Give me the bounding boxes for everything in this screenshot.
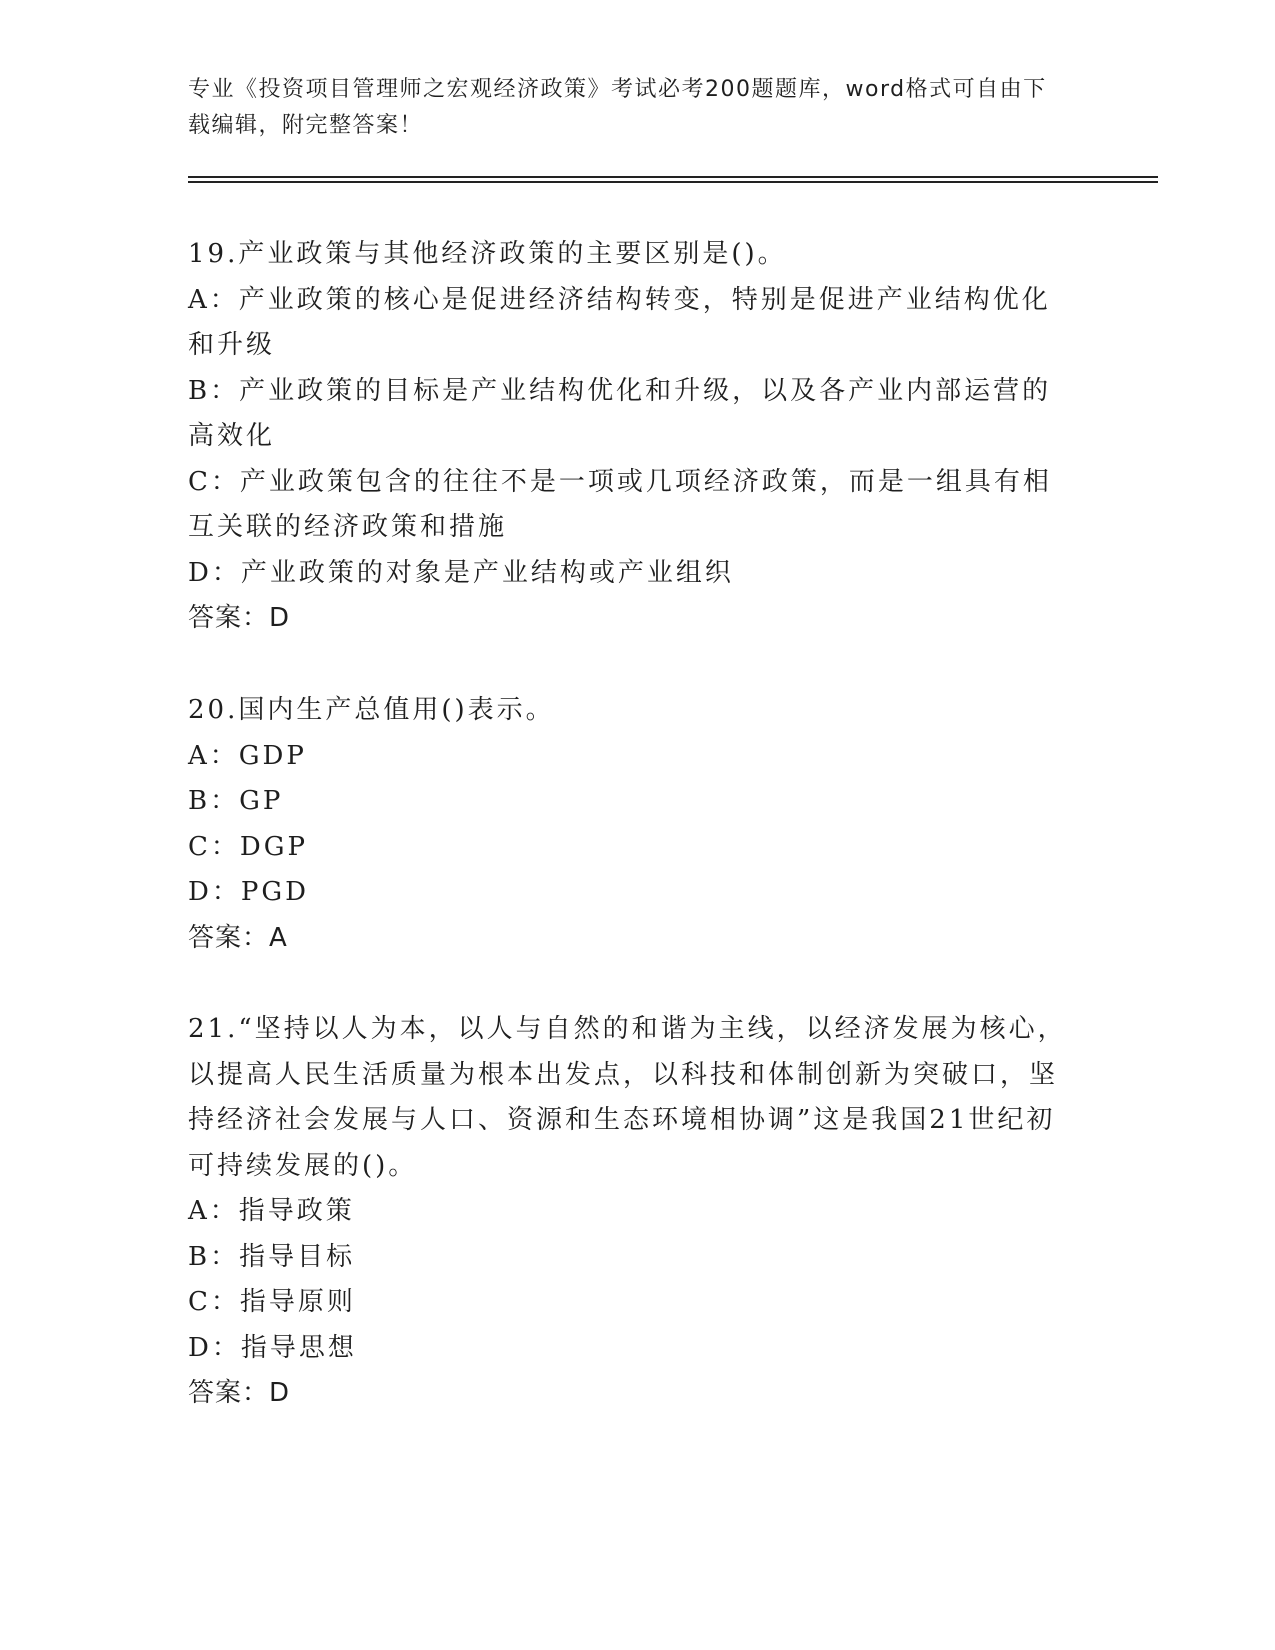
header-divider-top (188, 176, 1158, 178)
option-d: D：PGD (188, 877, 309, 907)
answer-line: 答案：D (188, 603, 291, 633)
option-b: B：指导目标 (188, 1241, 356, 1272)
option-c: C：产业政策包含的往往不是一项或几项经济政策，而是一组具有相互关联的经济政策和措施 (188, 466, 1052, 542)
option-a: A：指导政策 (188, 1196, 355, 1226)
document-header (188, 72, 1068, 144)
question-stem: 20.国内生产总值用()表示。 (188, 695, 555, 725)
option-d: D：产业政策的对象是产业结构或产业组织 (188, 557, 734, 588)
option-d: D：指导思想 (188, 1332, 357, 1363)
question-19 (188, 232, 1068, 642)
option-c: C：DGP (188, 831, 309, 862)
question-stem: 21.“坚持以人为本，以人与自然的和谐为主线，以经济发展为核心，以提高人民生活质量为根本出发点，以科技和体制创新为突破口，坚持经济社会发展与人口、资源和生态环境相协调”这是我国21世纪初可持续发展的()。 (188, 1014, 1067, 1181)
option-b: B：产业政策的目标是产业结构优化和升级，以及各产业内部运营的高效化 (188, 375, 1052, 451)
question-20 (188, 688, 1068, 961)
option-a: A：GDP (188, 740, 307, 771)
option-b: B：GP (188, 786, 284, 816)
option-c: C：指导原则 (188, 1287, 356, 1317)
question-21 (188, 1007, 1068, 1417)
answer-line: 答案：D (188, 1378, 291, 1408)
question-stem: 19.产业政策与其他经济政策的主要区别是()。 (188, 239, 787, 269)
option-a: A：产业政策的核心是促进经济结构转变，特别是促进产业结构优化和升级 (188, 284, 1051, 360)
header-text: 专业《投资项目管理师之宏观经济政策》考试必考200题题库，word格式可自由下载编辑，附完整答案！ (188, 77, 1047, 138)
header-divider-bottom (188, 181, 1158, 183)
answer-line: 答案：A (188, 922, 288, 953)
